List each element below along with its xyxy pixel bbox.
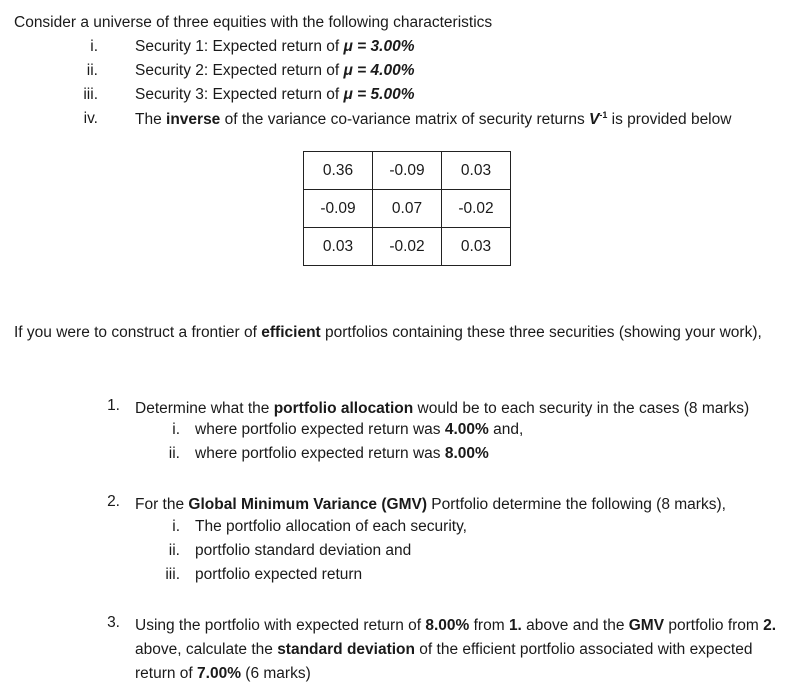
list-numeral: iii.: [165, 566, 180, 583]
question-1-case: where portfolio expected return was 8.00%: [195, 445, 489, 462]
question-2-item: The portfolio allocation of each security,: [195, 518, 467, 535]
matrix-cell: -0.02: [442, 190, 511, 228]
characteristic-text: Security 2: Expected return of: [135, 62, 344, 79]
characteristic-text: Security 1: Expected return of: [135, 38, 344, 55]
list-numeral: i.: [172, 518, 180, 535]
intro-text: Consider a universe of three equities with the following characteristics: [14, 14, 493, 31]
instructions-paragraph: If you were to construct a frontier of efficient portfolios containing these three securities (showing your work),: [14, 324, 762, 341]
question-number: 1.: [107, 397, 120, 414]
question-2-item: portfolio expected return: [195, 566, 363, 583]
question-2-text: For the Global Minimum Variance (GMV) Portfolio determine the following (8 marks),: [135, 496, 726, 513]
mu-symbol: μ: [343, 86, 353, 103]
question-1-text: Determine what the portfolio allocation would be to each security in the cases (8 marks): [135, 400, 750, 417]
expected-return-value: = 5.00%: [357, 86, 415, 103]
question-1-case: where portfolio expected return was 4.00% and,: [195, 421, 524, 438]
efficient-keyword: efficient: [261, 324, 321, 341]
matrix-cell: 0.36: [304, 152, 373, 190]
list-numeral: iii.: [83, 86, 98, 103]
list-numeral: i.: [90, 38, 98, 55]
expected-return-value: = 3.00%: [357, 38, 415, 55]
question-number: 2.: [107, 493, 120, 510]
list-numeral: iv.: [83, 110, 98, 127]
list-numeral: i.: [172, 421, 180, 438]
mu-symbol: μ: [343, 62, 353, 79]
matrix-symbol: V: [589, 111, 600, 129]
question-3-text: Using the portfolio with expected return of 8.00% from 1. above and the GMV portfolio from 2. above, calculate the standard deviation of the efficient portfolio associated with expected return of 7.00% (6 marks): [135, 617, 777, 682]
matrix-cell: 0.07: [373, 190, 442, 228]
question-number: 3.: [107, 614, 120, 631]
matrix-row: [304, 228, 511, 266]
list-numeral: ii.: [168, 542, 180, 559]
list-numeral: ii.: [168, 445, 180, 462]
matrix-cell: 0.03: [304, 228, 373, 266]
inverse-superscript: -1: [599, 110, 608, 120]
matrix-cell: -0.02: [373, 228, 442, 266]
matrix-row: [304, 152, 511, 190]
matrix-cell: 0.03: [442, 228, 511, 266]
characteristic-text: Security 3: Expected return of: [135, 86, 344, 103]
expected-return-value: = 4.00%: [357, 62, 415, 79]
question-2-item: portfolio standard deviation and: [195, 542, 412, 559]
mu-symbol: μ: [343, 38, 353, 55]
list-numeral: ii.: [86, 62, 98, 79]
matrix-cell: -0.09: [304, 190, 373, 228]
matrix-cell: -0.09: [373, 152, 442, 190]
matrix-cell: 0.03: [442, 152, 511, 190]
inverse-keyword: inverse: [166, 111, 221, 129]
matrix-row: [304, 190, 511, 228]
inverse-covariance-matrix: [303, 151, 511, 266]
